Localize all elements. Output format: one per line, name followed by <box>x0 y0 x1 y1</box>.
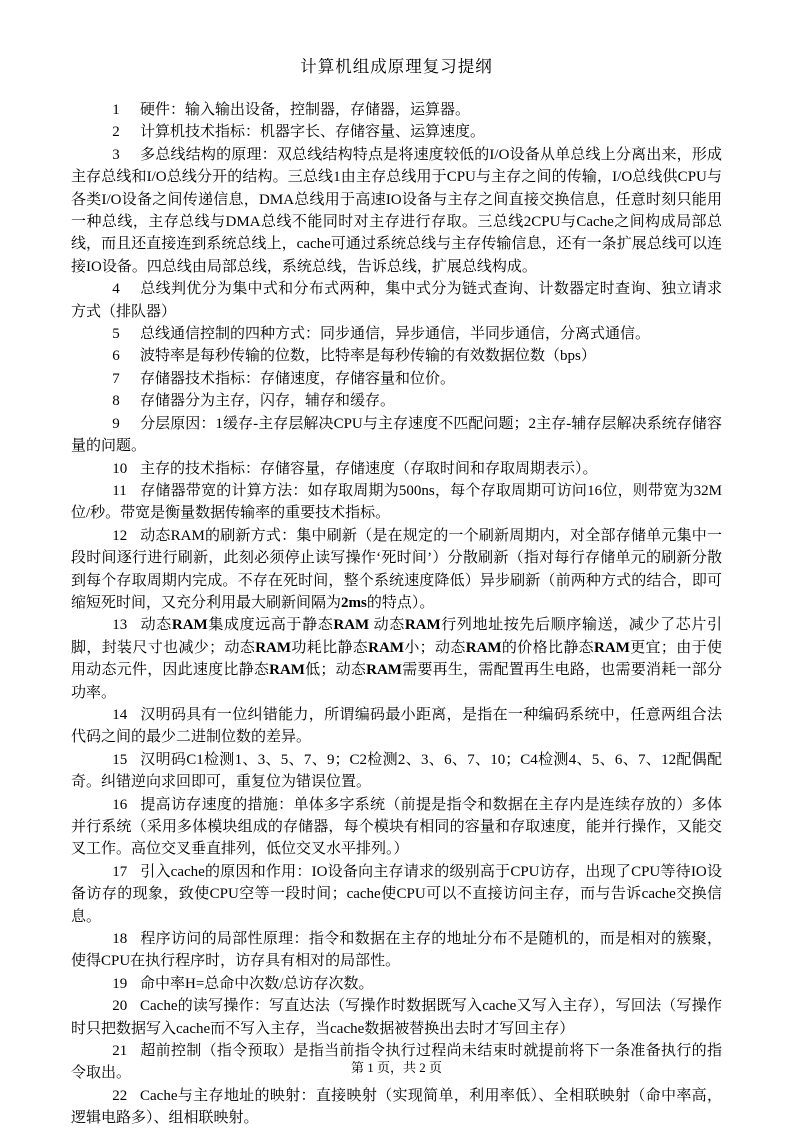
text-run: 集成度远高于静态 <box>207 617 334 634</box>
text-run: 汉明码具有一位纠错能力，所谓编码最小距离，是指在一种编码系统中，任意两组合法代码之间的最少二进制位数的差异。 <box>71 706 722 746</box>
text-run: 总线判优分为集中式和分布式两种，集中式分为链式查询、计数器定时查询、独立请求方式（排队器） <box>71 281 722 320</box>
bold-text-run: 2ms <box>341 594 367 611</box>
bold-text-run: RAM <box>171 617 208 634</box>
text-run: Cache的读写操作：写直达法（写操作时数据既写入cache又写入主存），写回法（写操作时只把数据写入cache而不写入主存，当cache数据被替换出去时才写回主存） <box>71 998 722 1037</box>
item-number: 18 <box>112 931 128 948</box>
text-run: 更宜；由于使用动态元件，因此速度比静态 <box>71 639 722 679</box>
text-run: 总线通信控制的四种方式：同步通信，异步通信，半同步通信，分离式通信。 <box>140 326 651 343</box>
list-item <box>71 413 722 458</box>
item-number: 14 <box>112 706 128 723</box>
text-run: 存储器分为主存，闪存，辅存和缓存。 <box>140 393 396 410</box>
item-number: 1 <box>112 102 120 118</box>
list-item <box>71 614 722 704</box>
list-item <box>71 99 722 121</box>
list-item <box>71 928 722 973</box>
text-run: 波特率是每秒传输的位数，比特率是每秒传输的有效数据位数（bps） <box>140 348 596 365</box>
bold-text-run: RAM <box>465 639 502 656</box>
text-run: 硬件：输入输出设备，控制器，存储器，运算器。 <box>140 102 471 118</box>
list-item <box>71 995 722 1040</box>
bold-text-run: RAM <box>269 662 305 679</box>
item-number: 9 <box>112 415 120 432</box>
bold-text-run: RAM <box>404 617 441 634</box>
item-number: 5 <box>112 326 120 343</box>
bold-text-run: RAM <box>333 617 370 634</box>
page-footer: 第 1 页，共 2 页 <box>350 1060 442 1075</box>
item-number: 20 <box>112 998 128 1015</box>
list-item <box>71 390 722 412</box>
list-item <box>71 1085 722 1130</box>
item-number: 16 <box>112 796 128 813</box>
text-run: 存储器技术指标：存储速度，存储容量和位价。 <box>140 370 456 387</box>
list-item <box>71 749 722 794</box>
text-run: 引入cache的原因和作用：IO设备向主存请求的级别高于CPU访存，出现了CPU等待IO设备访存的现象，致使CPU空等一段时间；cache使CPU可以不直接访问主存，而与告诉cache交换信息。 <box>71 863 722 925</box>
text-run: 功耗比静态 <box>291 639 369 656</box>
item-number: 11 <box>112 482 127 499</box>
list-item <box>71 345 722 367</box>
item-number: 6 <box>112 348 120 365</box>
bold-text-run: RAM <box>255 639 292 656</box>
item-number: 12 <box>112 527 128 544</box>
text-run: 的价格比静态 <box>501 639 595 656</box>
text-run: 动态 <box>369 617 405 634</box>
item-number: 3 <box>112 146 120 163</box>
item-number: 4 <box>112 281 120 298</box>
text-run: Cache与主存地址的映射：直接映射（实现简单，利用率低）、全相联映射（命中率高，逻辑电路多）、组相联映射。 <box>71 1087 722 1127</box>
bold-text-run: RAM <box>366 662 402 679</box>
list-item <box>71 458 722 480</box>
text-run: 程序访问的局部性原理：指令和数据在主存的地址分布不是随机的，而是相对的簇聚，使得CPU在执行程序时，访存具有相对的局部性。 <box>71 931 722 970</box>
bold-text-run: RAM <box>594 639 630 656</box>
text-run: 的特点）。 <box>366 594 435 611</box>
text-run: 主存的技术指标：存储容量，存储速度（存取时间和存取周期表示）。 <box>140 460 598 477</box>
text-run: 计算机技术指标：机器字长、存储容量、运算速度。 <box>140 124 486 141</box>
bold-text-run: RAM <box>368 639 404 656</box>
item-number: 8 <box>112 393 120 410</box>
text-run: 存储器带宽的计算方法：如存取周期为500ns，每个存取周期可访问16位，则带宽为32M位/秒。带宽是衡量数据传输率的重要技术指标。 <box>71 482 722 522</box>
text-run: 分层原因：1缓存-主存层解决CPU与主存速度不匹配问题；2主存-辅存层解决系统存储容量的问题。 <box>71 415 722 455</box>
list-item <box>71 278 722 323</box>
text-run: 命中率H=总命中次数/总访存次数。 <box>140 975 374 992</box>
text-run: 提高访存速度的措施：单体多字系统（前提是指令和数据在主存内是连续存放的）多体并行系统（采用多体模块组成的存储器，每个模块有相同的容量和存取速度，能并行操作，又能交叉工作。高位交叉垂直排列，低位交叉水平排列。） <box>71 796 722 858</box>
item-number: 21 <box>112 1043 128 1060</box>
item-number: 19 <box>112 975 128 992</box>
list-item <box>71 973 722 995</box>
text-run: 超前控制（指令预取）是指当前指令执行过程尚未结束时就提前将下一条准备执行的指令取出。 <box>71 1043 722 1082</box>
text-run: 多总线结构的原理：双总线结构特点是将速度较低的I/O设备从单总线上分离出来，形成主存总线和I/O总线分开的结构。三总线1由主存总线用于CPU与主存之间的传输，I/O总线供CPU与各类I/O设备之间传递信息，DMA总线用于高速IO设备与主存之间直接交换信息，任意时刻只能用一种总线，主存总线与DMA总线不能同时对主存进行存取。三总线2CPU与Cache之间构成局部总线，而且还直接连到系统总线上，cache可通过系统总线与主存传输信息，还有一条扩展总线可以连接IO设备。四总线由局部总线，系统总线，告诉总线，扩展总线构成。 <box>71 146 722 275</box>
list-item <box>71 121 722 143</box>
item-number: 13 <box>112 617 128 634</box>
text-run: 动态RAM的刷新方式：集中刷新（是在规定的一个刷新周期内，对全部存储单元集中一段时间逐行进行刷新，此刻必须停止读写操作‘死时间’）分散刷新（指对每行存储单元的刷新分散到每个存取周期内完成。不存在死时间，整个系统速度降低）异步刷新（前两种方式的结合，即可缩短死时间，又充分利用最大刷新间隔为 <box>71 527 722 611</box>
list-item <box>71 861 722 928</box>
text-run: 小；动态 <box>403 639 466 656</box>
list-item <box>71 480 722 525</box>
list-item <box>71 323 722 345</box>
text-run: 汉明码C1检测1、3、5、7、9；C2检测2、3、6、7、10；C4检测4、5、6、7、12配偶配奇。纠错逆向求回即可，重复位为错误位置。 <box>71 751 722 791</box>
page-title: 计算机组成原理复习提纲 <box>300 57 493 76</box>
item-number: 15 <box>112 751 128 768</box>
text-run: 低；动态 <box>304 662 367 679</box>
item-number: 22 <box>112 1087 128 1104</box>
text-run: 动态 <box>140 617 172 634</box>
item-number: 17 <box>112 863 128 880</box>
item-number: 2 <box>112 124 120 141</box>
list-item <box>71 704 722 749</box>
text-run: 需要再生，需配置再生电路，也需要消耗一部分功率。 <box>71 662 722 701</box>
list-item <box>71 794 722 861</box>
list-item <box>71 144 722 278</box>
item-number: 7 <box>112 370 120 387</box>
item-number: 10 <box>112 460 128 477</box>
text-run: 行列地址按先后顺序输送，减少了芯片引脚，封装尺寸也减少；动态 <box>71 617 722 656</box>
list-item <box>71 368 722 390</box>
list-item <box>71 525 722 615</box>
